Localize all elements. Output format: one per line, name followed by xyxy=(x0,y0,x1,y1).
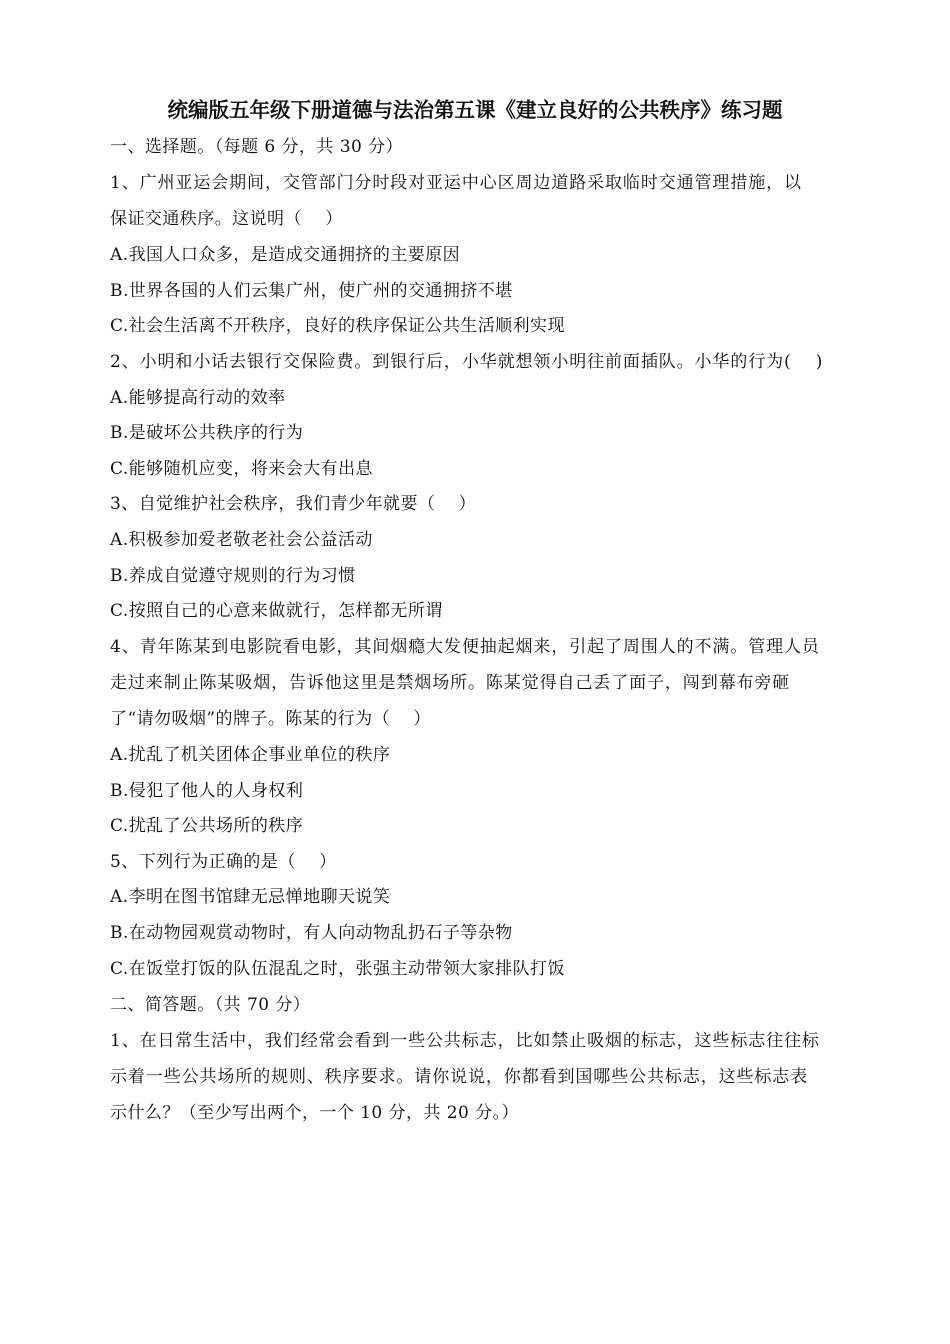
question-2-option-c: C.能够随机应变，将来会大有出息 xyxy=(110,459,374,479)
short-answer-question-1-text: 1、在日常生活中，我们经常会看到一些公共标志，比如禁止吸烟的标志，这些标志往往标 xyxy=(110,1031,820,1051)
question-2-option-b: B.是破坏公共秩序的行为 xyxy=(110,423,304,443)
question-1-text: 1、广州亚运会期间，交管部门分时段对亚运中心区周边道路采取临时交通管理措施，以 xyxy=(110,173,802,193)
section-heading-choice: 一、选择题。（每题 6 分，共 30 分） xyxy=(110,137,404,157)
question-3-option-a: A.积极参加爱老敬老社会公益活动 xyxy=(110,530,373,550)
question-4-text: 4、青年陈某到电影院看电影，其间烟瘾大发便抽起烟来，引起了周围人的不满。管理人员 xyxy=(110,637,820,657)
short-answer-question-1-text: 示着一些公共场所的规则、秩序要求。请你说说，你都看到国哪些公共标志，这些标志表 xyxy=(110,1067,809,1087)
question-1-option-a: A.我国人口众多，是造成交通拥挤的主要原因 xyxy=(110,245,461,265)
question-3-option-b: B.养成自觉遵守规则的行为习惯 xyxy=(110,566,356,586)
question-4-option-b: B.侵犯了他人的人身权利 xyxy=(110,781,304,801)
question-2-option-a: A.能够提高行动的效率 xyxy=(110,388,286,408)
section-heading-short-answer: 二、简答题。（共 70 分） xyxy=(110,995,311,1015)
question-5-text: 5、下列行为正确的是（ ） xyxy=(110,852,337,872)
question-4-text: 走过来制止陈某吸烟，告诉他这里是禁烟场所。陈某觉得自己丢了面子，闯到幕布旁砸 xyxy=(110,673,791,693)
question-1-option-b: B.世界各国的人们云集广州，使广州的交通拥挤不堪 xyxy=(110,281,513,301)
question-1-text: 保证交通秩序。这说明（ ） xyxy=(110,209,343,229)
short-answer-question-1-text: 示什么？（至少写出两个，一个 10 分，共 20 分。） xyxy=(110,1103,519,1123)
question-4-text: 了“请勿吸烟”的牌子。陈某的行为（ ） xyxy=(110,709,431,729)
question-3-option-c: C.按照自己的心意来做就行，怎样都无所谓 xyxy=(110,601,443,621)
question-5-option-b: B.在动物园观赏动物时，有人向动物乱扔石子等杂物 xyxy=(110,923,513,943)
question-1-option-c: C.社会生活离不开秩序，良好的秩序保证公共生活顺利实现 xyxy=(110,316,565,336)
question-3-text: 3、自觉维护社会秩序，我们青少年就要（ ） xyxy=(110,494,477,514)
question-5-option-c: C.在饭堂打饭的队伍混乱之时，张强主动带领大家排队打饭 xyxy=(110,959,565,979)
question-2-text: 2、小明和小话去银行交保险费。到银行后，小华就想领小明往前面插队。小华的行为( ) xyxy=(110,352,824,372)
question-5-option-a: A.李明在图书馆肆无忌惮地聊天说笑 xyxy=(110,887,391,907)
question-4-option-c: C.扰乱了公共场所的秩序 xyxy=(110,816,304,836)
question-4-option-a: A.扰乱了机关团体企事业单位的秩序 xyxy=(110,745,391,765)
document-title: 统编版五年级下册道德与法治第五课《建立良好的公共秩序》练习题 xyxy=(167,98,783,122)
